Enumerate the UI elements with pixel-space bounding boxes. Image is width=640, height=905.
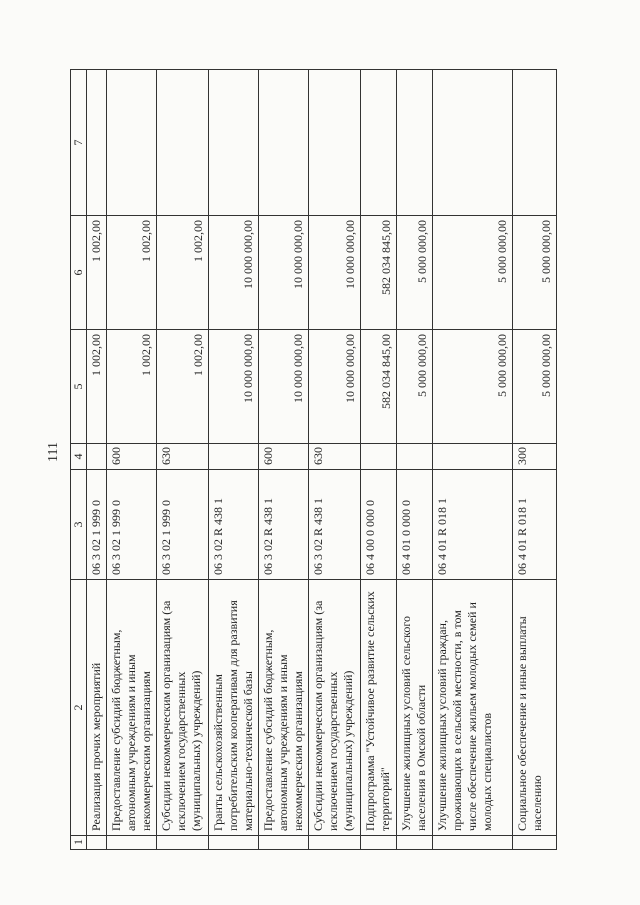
row-code: 06 3 02 1 999 0 xyxy=(107,470,157,580)
row-code: 06 3 02 R 438 1 xyxy=(259,470,309,580)
row-code: 06 3 02 1 999 0 xyxy=(157,470,209,580)
row-kvr: 600 xyxy=(107,444,157,470)
row-kvr xyxy=(361,444,397,470)
row-kvr: 630 xyxy=(309,444,361,470)
table-row xyxy=(309,70,361,850)
row-kvr: 630 xyxy=(157,444,209,470)
page-number: 111 xyxy=(45,442,61,462)
row-kvr: 600 xyxy=(259,444,309,470)
row-value-col7 xyxy=(259,70,309,216)
column-header: 6 xyxy=(71,216,87,330)
row-value-col7 xyxy=(309,70,361,216)
row-name: Улучшение жилищных условий граждан, проживающих в сельской местности, в том числе обеспечение жильем молодых семей и молодых специалистов xyxy=(433,580,513,836)
row-code: 06 3 02 R 438 1 xyxy=(209,470,259,580)
row-name: Социальное обеспечение и иные выплаты населению xyxy=(513,580,557,836)
row-value-col6: 5 000 000,00 xyxy=(397,216,433,330)
row-value-col5: 1 002,00 xyxy=(157,330,209,444)
row-value-col7 xyxy=(433,70,513,216)
row-kvr xyxy=(87,444,107,470)
row-value-col6: 10 000 000,00 xyxy=(209,216,259,330)
row-name: Реализация прочих мероприятий xyxy=(87,580,107,836)
row-name: Улучшение жилищных условий сельского населения в Омской области xyxy=(397,580,433,836)
row-value-col5: 582 034 845,00 xyxy=(361,330,397,444)
row-kvr xyxy=(397,444,433,470)
row-name: Гранты сельскохозяйственным потребительским кооперативам для развития материально-технической базы xyxy=(209,580,259,836)
row-value-col7 xyxy=(157,70,209,216)
column-header: 1 xyxy=(71,836,87,850)
row-value-col5: 1 002,00 xyxy=(107,330,157,444)
row-value-col7 xyxy=(513,70,557,216)
row-value-col6: 10 000 000,00 xyxy=(259,216,309,330)
row-value-col5: 10 000 000,00 xyxy=(309,330,361,444)
row-name: Субсидии некоммерческим организациям (за исключением государственных (муниципальных) учреждений) xyxy=(157,580,209,836)
budget-table xyxy=(70,69,557,850)
row-kvr xyxy=(209,444,259,470)
row-value-col7 xyxy=(209,70,259,216)
row-value-col5: 10 000 000,00 xyxy=(259,330,309,444)
row-value-col5: 1 002,00 xyxy=(87,330,107,444)
table-row xyxy=(397,70,433,850)
table-row xyxy=(259,70,309,850)
header-row xyxy=(71,70,87,850)
table-row xyxy=(361,70,397,850)
row-value-col5: 10 000 000,00 xyxy=(209,330,259,444)
row-code: 06 3 02 R 438 1 xyxy=(309,470,361,580)
row-value-col6: 582 034 845,00 xyxy=(361,216,397,330)
row-value-col7 xyxy=(87,70,107,216)
row-kvr xyxy=(433,444,513,470)
row-value-col5: 5 000 000,00 xyxy=(433,330,513,444)
row-kvr: 300 xyxy=(513,444,557,470)
table-row xyxy=(513,70,557,850)
table-row xyxy=(87,70,107,850)
row-code: 06 4 00 0 000 0 xyxy=(361,470,397,580)
row-value-col7 xyxy=(107,70,157,216)
column-header: 3 xyxy=(71,470,87,580)
row-value-col6: 5 000 000,00 xyxy=(513,216,557,330)
column-header: 4 xyxy=(71,444,87,470)
row-code: 06 4 01 0 000 0 xyxy=(397,470,433,580)
row-value-col7 xyxy=(397,70,433,216)
row-value-col5: 5 000 000,00 xyxy=(397,330,433,444)
budget-table-wrapper xyxy=(70,70,554,850)
row-value-col6: 1 002,00 xyxy=(107,216,157,330)
column-header: 2 xyxy=(71,580,87,836)
table-row xyxy=(209,70,259,850)
row-code: 06 3 02 1 999 0 xyxy=(87,470,107,580)
row-value-col5: 5 000 000,00 xyxy=(513,330,557,444)
row-name: Предоставление субсидий бюджетным, автономным учреждениям и иным некоммерческим организациям xyxy=(259,580,309,836)
table-row xyxy=(433,70,513,850)
row-value-col6: 10 000 000,00 xyxy=(309,216,361,330)
column-header: 5 xyxy=(71,330,87,444)
row-value-col6: 1 002,00 xyxy=(157,216,209,330)
row-name: Предоставление субсидий бюджетным, автономным учреждениям и иным некоммерческим организациям xyxy=(107,580,157,836)
row-value-col6: 5 000 000,00 xyxy=(433,216,513,330)
row-code: 06 4 01 R 018 1 xyxy=(513,470,557,580)
row-name: Подпрограмма "Устойчивое развитие сельских территорий" xyxy=(361,580,397,836)
table-row xyxy=(157,70,209,850)
row-code: 06 4 01 R 018 1 xyxy=(433,470,513,580)
row-value-col6: 1 002,00 xyxy=(87,216,107,330)
row-value-col7 xyxy=(361,70,397,216)
column-header: 7 xyxy=(71,70,87,216)
row-name: Субсидии некоммерческим организациям (за исключением государственных (муниципальных) учреждений) xyxy=(309,580,361,836)
table-row xyxy=(107,70,157,850)
